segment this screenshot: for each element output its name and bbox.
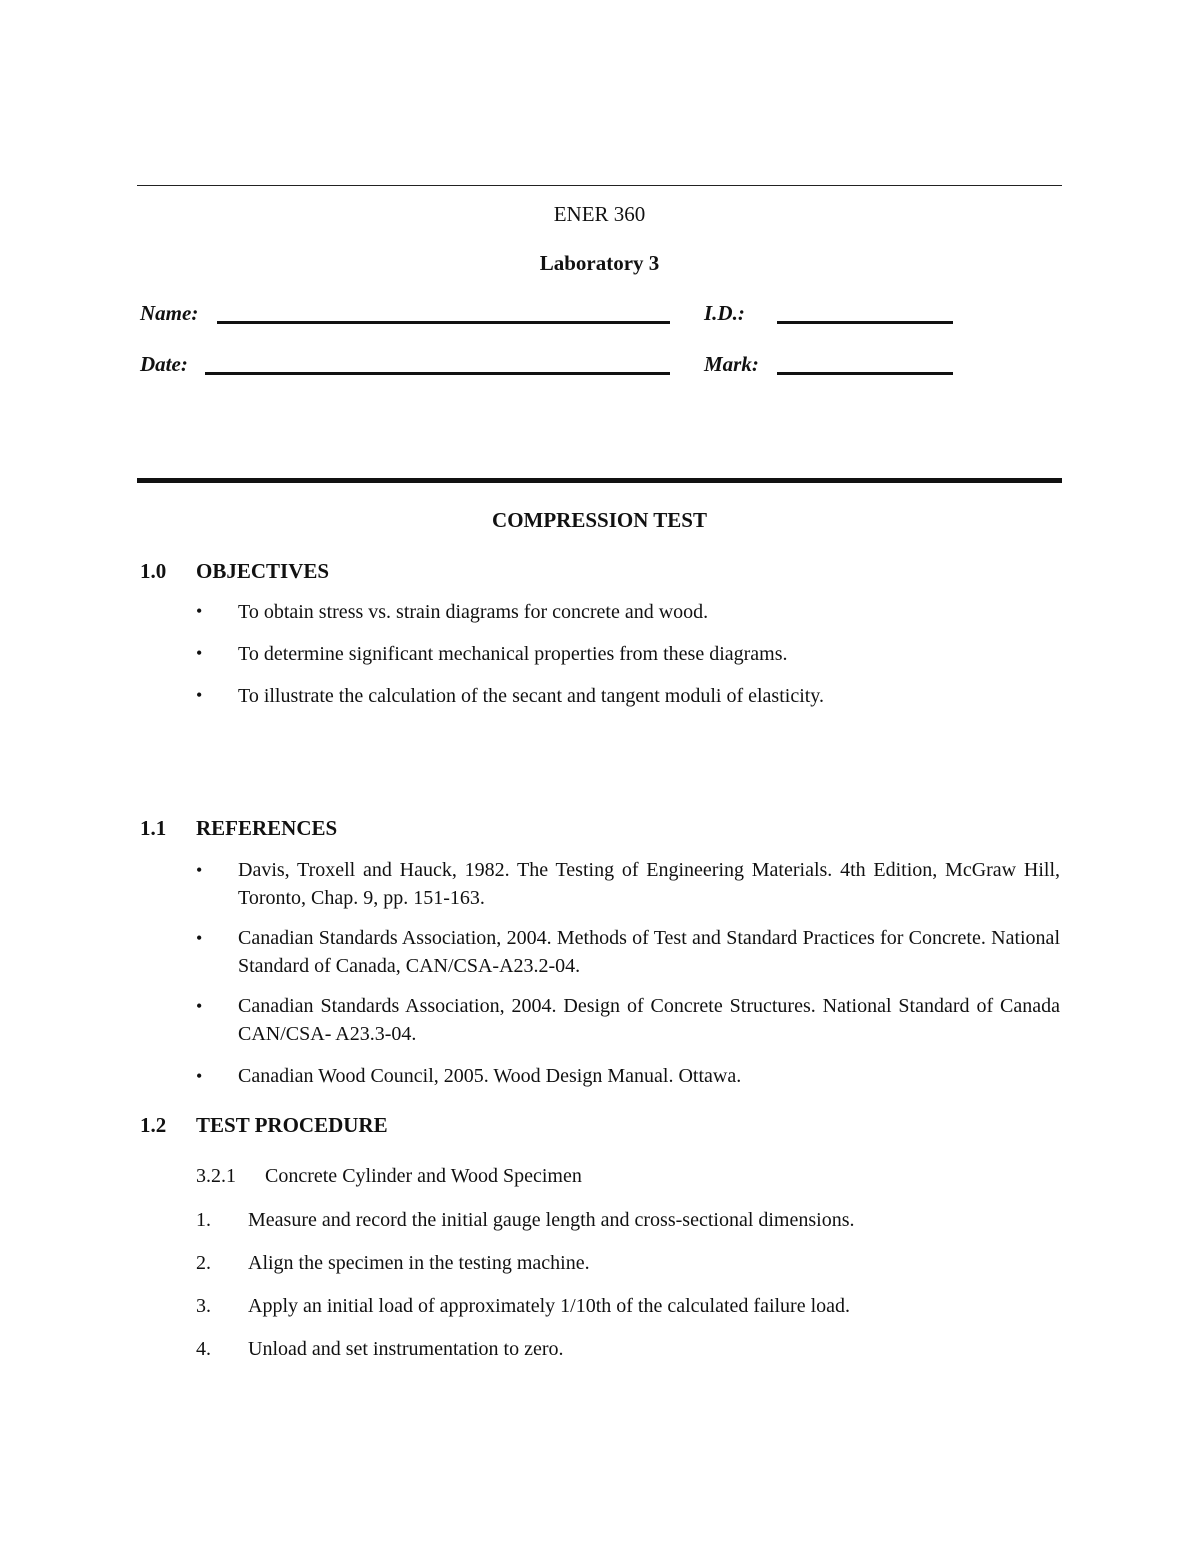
objective-item: To determine significant mechanical properties from these diagrams. [238,643,788,665]
objectives-heading: OBJECTIVES [196,559,330,583]
step-number: 4. [196,1338,211,1360]
step-text: Align the specimen in the testing machine. [248,1252,590,1274]
header-top-rule [137,185,1062,186]
procedure-number: 1.2 [140,1113,167,1137]
id-label: I.D.: [704,301,745,325]
reference-item: Davis, Troxell and Hauck, 1982. The Testing of Engineering Materials. 4th Edition, McGraw Hill, Toronto, Chap. 9, pp. 151-163. [238,859,1060,909]
name-field[interactable] [217,321,670,324]
lab-title: Laboratory 3 [539,251,660,275]
bullet-icon: • [196,1066,203,1086]
name-label: Name: [140,301,199,325]
course-code: ENER 360 [553,202,646,226]
references-heading: REFERENCES [196,816,338,840]
objective-item: To obtain stress vs. strain diagrams for concrete and wood. [238,601,709,623]
mark-label: Mark: [704,352,759,376]
step-text: Apply an initial load of approximately 1/10th of the calculated failure load. [248,1295,851,1317]
subsection-title: Concrete Cylinder and Wood Specimen [265,1165,582,1187]
step-text: Measure and record the initial gauge length and cross-sectional dimensions. [248,1209,855,1231]
objective-item: To illustrate the calculation of the secant and tangent moduli of elasticity. [238,685,825,707]
reference-item: Canadian Standards Association, 2004. Design of Concrete Structures. National Standard of Canada CAN/CSA- A23.3-04. [238,995,1060,1045]
reference-item: Canadian Wood Council, 2005. Wood Design Manual. Ottawa. [238,1065,742,1087]
subsection-number: 3.2.1 [196,1165,236,1187]
header-bottom-rule [137,478,1062,483]
mark-field[interactable] [777,372,953,375]
bullet-icon: • [196,685,203,705]
step-number: 1. [196,1209,211,1231]
procedure-heading: TEST PROCEDURE [196,1113,388,1137]
bullet-icon: • [196,860,203,880]
step-number: 3. [196,1295,211,1317]
document-title: COMPRESSION TEST [492,508,707,532]
references-number: 1.1 [140,816,167,840]
step-number: 2. [196,1252,211,1274]
bullet-icon: • [196,643,203,663]
date-field[interactable] [205,372,670,375]
bullet-icon: • [196,601,203,621]
date-label: Date: [140,352,188,376]
id-field[interactable] [777,321,953,324]
objectives-number: 1.0 [140,559,167,583]
step-text: Unload and set instrumentation to zero. [248,1338,564,1360]
bullet-icon: • [196,996,203,1016]
bullet-icon: • [196,928,203,948]
reference-item: Canadian Standards Association, 2004. Methods of Test and Standard Practices for Concrete. National Standard of Canada, CAN/CSA-A23.2-04. [238,927,1060,977]
